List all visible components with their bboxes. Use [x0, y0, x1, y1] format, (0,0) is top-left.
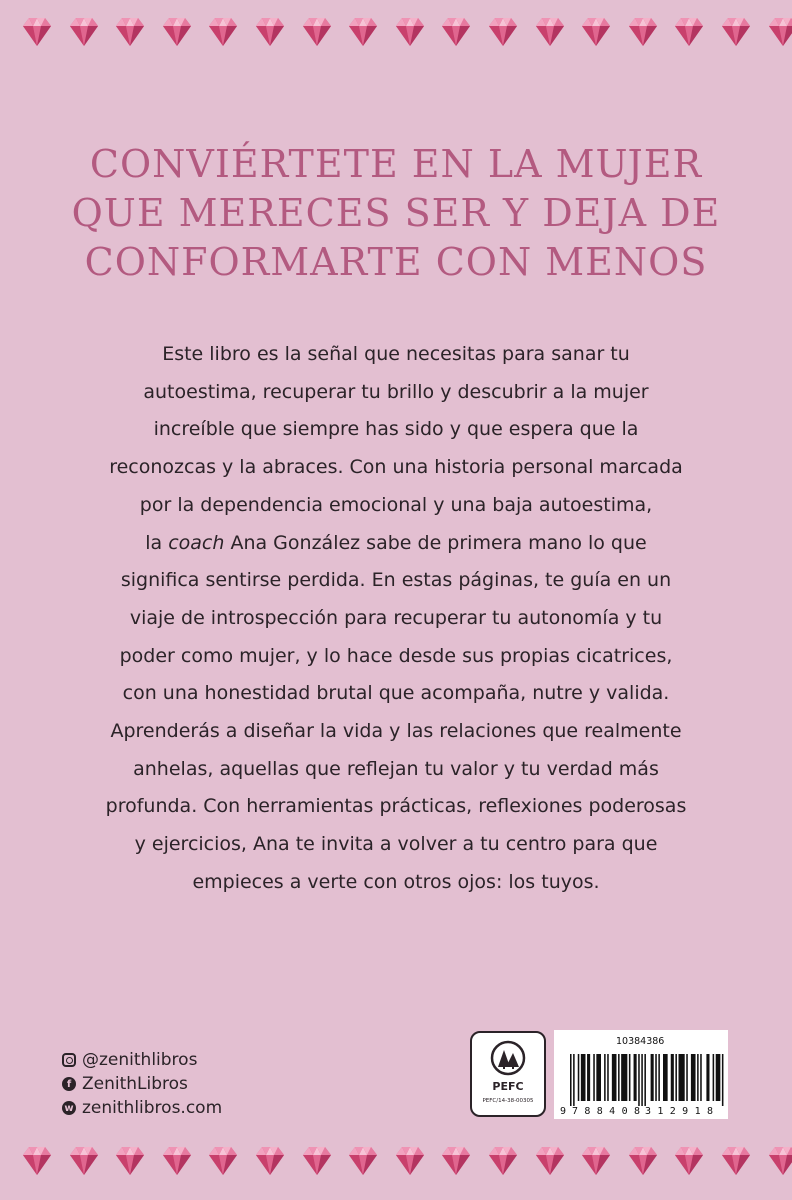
blurb-line-13: profunda. Con herramientas prácticas, reflexiones poderosas — [105, 795, 687, 818]
social-links — [62, 1048, 222, 1120]
barcode-bar — [593, 1054, 595, 1101]
barcode-bar — [671, 1054, 674, 1101]
headline — [40, 140, 752, 287]
pink-diamond-icon — [578, 14, 614, 50]
blurb-line-1: Este libro es la señal que necesitas para sanar tu — [162, 343, 630, 365]
barcode-bar — [621, 1054, 627, 1101]
pink-diamond-icon — [532, 14, 568, 50]
facebook-handle: ZenithLibros — [82, 1074, 188, 1094]
pefc-tree-logo-icon — [488, 1040, 528, 1076]
barcode-internal-code: 10384386 — [616, 1036, 665, 1047]
pink-diamond-icon — [485, 14, 521, 50]
pink-diamond-icon — [112, 14, 148, 50]
barcode-bar — [713, 1054, 715, 1101]
blurb-line-7: significa sentirse perdida. En estas páginas, te guía en un — [120, 569, 672, 592]
barcode-bar — [697, 1054, 699, 1101]
barcode-left-digits: 788408 — [572, 1106, 640, 1117]
blurb-line-11: Aprenderás a diseñar la vida y las relaciones que realmente — [110, 720, 682, 743]
website-url: zenithlibros.com — [82, 1098, 223, 1118]
pink-diamond-icon — [252, 14, 288, 50]
blurb-line-6-after: Ana González sabe de primera mano lo que — [224, 531, 647, 554]
barcode-bar — [691, 1054, 696, 1101]
pink-diamond-icon — [205, 1143, 241, 1179]
pink-diamond-icon — [159, 1143, 195, 1179]
blurb-line-2: autoestima, recuperar tu brillo y descubrir a la mujer — [143, 380, 649, 403]
barcode-bar — [675, 1054, 677, 1101]
pink-diamond-icon — [19, 14, 55, 50]
barcode-bar — [578, 1054, 580, 1101]
top-gem-border — [0, 14, 792, 54]
blurb-line-12: anhelas, aquellas que reflejan tu valor y tu verdad más — [133, 757, 659, 780]
pefc-code: PEFC/14-38-00305 — [482, 1098, 534, 1104]
barcode-bar — [604, 1054, 606, 1101]
blurb-line-14: y ejercicios, Ana te invita a volver a tu centro para que — [134, 833, 658, 856]
blurb-line-15: empieces a verte con otros ojos: los tuyos. — [192, 870, 600, 893]
pink-diamond-icon — [299, 1143, 335, 1179]
instagram-handle: @zenithlibros — [82, 1050, 198, 1070]
barcode-bar — [612, 1054, 617, 1101]
barcode-bar — [658, 1054, 660, 1101]
barcode-bar — [587, 1054, 590, 1101]
barcode-right-digits: 312918 — [645, 1106, 713, 1117]
pink-diamond-icon — [19, 1143, 55, 1179]
barcode-bar — [700, 1054, 702, 1101]
blurb-line-3: increíble que siempre has sido y que espera que la — [153, 418, 639, 441]
barcode-bar — [618, 1054, 620, 1101]
pink-diamond-icon — [345, 1143, 381, 1179]
blurb-line-4: reconozcas y la abraces. Con una historia personal marcada — [109, 456, 683, 479]
blurb-line-6-before: la — [145, 531, 169, 554]
pink-diamond-icon — [345, 14, 381, 50]
pink-diamond-icon — [671, 1143, 707, 1179]
headline-line-1: CONVIÉRTETE EN LA MUJER — [89, 142, 703, 186]
barcode-bar — [686, 1054, 688, 1101]
pink-diamond-icon — [299, 14, 335, 50]
pink-diamond-icon — [765, 1143, 792, 1179]
pink-diamond-icon — [159, 14, 195, 50]
web-icon: w — [62, 1101, 76, 1115]
pink-diamond-icon — [392, 1143, 428, 1179]
pink-diamond-icon — [578, 1143, 614, 1179]
barcode-bar — [663, 1054, 668, 1101]
pink-diamond-icon — [252, 1143, 288, 1179]
barcode-bar — [644, 1054, 646, 1106]
pink-diamond-icon — [625, 1143, 661, 1179]
barcode-bar — [573, 1054, 575, 1106]
pink-diamond-icon — [718, 1143, 754, 1179]
barcode-bar — [679, 1054, 685, 1101]
barcode-bar — [641, 1054, 643, 1106]
isbn-barcode — [554, 1030, 728, 1119]
pink-diamond-icon — [671, 14, 707, 50]
blurb-line-9: poder como mujer, y lo hace desde sus propias cicatrices, — [119, 644, 673, 667]
pink-diamond-icon — [718, 14, 754, 50]
pefc-label: PEFC — [492, 1080, 524, 1093]
barcode-first-digit: 9 — [560, 1106, 567, 1117]
pink-diamond-icon — [112, 1143, 148, 1179]
pink-diamond-icon — [438, 1143, 474, 1179]
blurb-line-5: por la dependencia emocional y una baja autoestima, — [139, 493, 653, 516]
barcode-bar — [629, 1054, 631, 1101]
instagram-icon — [62, 1053, 76, 1067]
barcode-bar — [596, 1054, 601, 1101]
barcode-bar — [638, 1054, 640, 1106]
pink-diamond-icon — [485, 1143, 521, 1179]
blurb-line-10: con una honestidad brutal que acompaña, nutre y valida. — [122, 682, 670, 705]
pink-diamond-icon — [438, 14, 474, 50]
barcode-bar — [716, 1054, 721, 1101]
headline-line-2: QUE MERECES SER Y DEJA DE — [71, 191, 721, 235]
bottom-gem-border — [0, 1143, 792, 1183]
facebook-icon: f — [62, 1077, 76, 1091]
pink-diamond-icon — [66, 1143, 102, 1179]
headline-line-3: CONFORMARTE CON MENOS — [84, 240, 708, 284]
pink-diamond-icon — [205, 14, 241, 50]
pink-diamond-icon — [765, 14, 792, 50]
pink-diamond-icon — [625, 14, 661, 50]
blurb-line-8: viaje de introspección para recuperar tu autonomía y tu — [129, 606, 663, 629]
barcode-bar — [607, 1054, 609, 1101]
barcode-bar — [706, 1054, 709, 1101]
coach-word: coach — [168, 531, 225, 554]
pink-diamond-icon — [392, 14, 428, 50]
barcode-bar — [651, 1054, 654, 1101]
facebook-link[interactable] — [62, 1072, 222, 1096]
pefc-certification-badge — [470, 1031, 546, 1117]
barcode-bar — [570, 1054, 572, 1106]
pink-diamond-icon — [66, 14, 102, 50]
barcode-bar — [581, 1054, 586, 1101]
barcode-bars — [570, 1054, 723, 1106]
barcode-bar — [634, 1054, 637, 1101]
blurb-line-6 — [40, 525, 752, 563]
instagram-link[interactable] — [62, 1048, 222, 1072]
barcode-bar — [722, 1054, 724, 1106]
pink-diamond-icon — [532, 1143, 568, 1179]
barcode-bar — [655, 1054, 657, 1101]
website-link[interactable] — [62, 1096, 222, 1120]
barcode-graphic — [554, 1050, 728, 1119]
back-cover-blurb — [40, 336, 752, 902]
